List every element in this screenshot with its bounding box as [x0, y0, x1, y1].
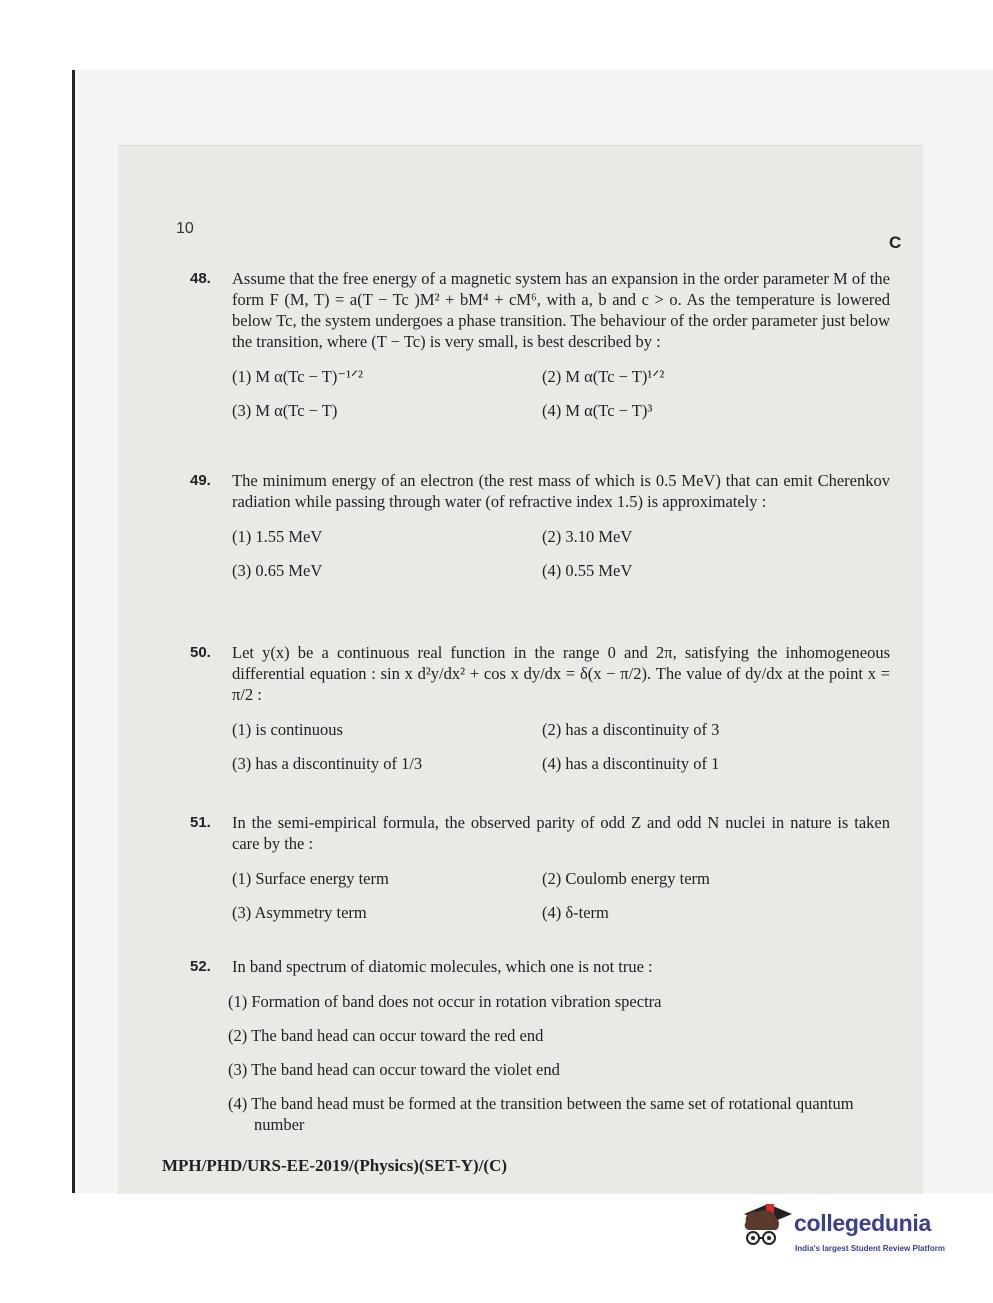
- option-1: (1) 1.55 MeV: [232, 527, 323, 546]
- set-letter: C: [889, 233, 902, 252]
- question-50: [190, 642, 890, 789]
- question-stem: The minimum energy of an electron (the rest mass of which is 0.5 MeV) that can emit Cherenkov radiation while passing through water (of refractive index 1.5) is approximately :: [232, 471, 890, 511]
- options-grid: [232, 719, 890, 789]
- options-grid: [232, 868, 890, 938]
- graduate-mascot-icon: [738, 1198, 794, 1258]
- option-2: (2) has a discontinuity of 3: [542, 720, 720, 739]
- options-grid: [232, 366, 890, 436]
- question-number: 52.: [190, 958, 211, 975]
- brand-tagline: India's largest Student Review Platform: [795, 1244, 945, 1253]
- option-4: (4) M α(Tc − T)³: [542, 401, 653, 420]
- question-stem: Assume that the free energy of a magnetic system has an expansion in the order parameter M of the form F (M, T) = a(T − Tc )M² + bM⁴ + cM⁶, with a, b and c > o. As the temperature is lowered below Tc, the system undergoes a phase transition. The behaviour of the order parameter just below the transition, where (T − Tc) is very small, is best described by :: [232, 269, 890, 351]
- option-3: (3) 0.65 MeV: [232, 561, 323, 580]
- option-3: (3) M α(Tc − T): [232, 401, 338, 420]
- question-stem: In band spectrum of diatomic molecules, which one is not true :: [232, 957, 653, 976]
- option-3: (3) The band head can occur toward the violet end: [228, 1060, 560, 1079]
- question-number: 49.: [190, 472, 211, 489]
- question-52: [190, 956, 890, 1148]
- question-number: 48.: [190, 270, 211, 287]
- question-49: [190, 470, 890, 596]
- option-2: (2) M α(Tc − T)¹ᐟ²: [542, 367, 665, 386]
- page-number: 10: [176, 220, 194, 237]
- option-2: (2) 3.10 MeV: [542, 527, 633, 546]
- option-3: (3) has a discontinuity of 1/3: [232, 754, 423, 773]
- option-2: (2) Coulomb energy term: [542, 869, 710, 888]
- option-4: (4) δ-term: [542, 903, 609, 922]
- option-1: (1) is continuous: [232, 720, 343, 739]
- option-4: (4) The band head must be formed at the transition between the same set of rotational quantum number: [228, 1094, 854, 1134]
- option-2: (2) The band head can occur toward the red end: [228, 1026, 544, 1045]
- paper-code-footer: MPH/PHD/URS-EE-2019/(Physics)(SET-Y)/(C): [162, 1156, 508, 1175]
- question-number: 50.: [190, 644, 211, 661]
- option-3: (3) Asymmetry term: [232, 903, 367, 922]
- question-stem: Let y(x) be a continuous real function in the range 0 and 2π, satisfying the inhomogeneous differential equation : sin x d²y/dx² + cos x dy/dx = δ(x − π/2). The value of dy/dx at the point x = π/2 :: [232, 643, 890, 704]
- question-stem: In the semi-empirical formula, the observed parity of odd Z and odd N nuclei in nature is taken care by the :: [232, 813, 890, 853]
- collegedunia-watermark: [738, 1198, 968, 1258]
- option-1: (1) Formation of band does not occur in rotation vibration spectra: [228, 992, 662, 1011]
- option-4: (4) 0.55 MeV: [542, 561, 633, 580]
- question-number: 51.: [190, 814, 211, 831]
- question-48: [190, 268, 890, 436]
- option-1: (1) M α(Tc − T)⁻¹ᐟ²: [232, 367, 363, 386]
- question-51: [190, 812, 890, 938]
- options-list: [228, 991, 890, 1135]
- brand-name: collegedunia: [794, 1210, 931, 1236]
- options-grid: [232, 526, 890, 596]
- option-1: (1) Surface energy term: [232, 869, 389, 888]
- option-4: (4) has a discontinuity of 1: [542, 754, 720, 773]
